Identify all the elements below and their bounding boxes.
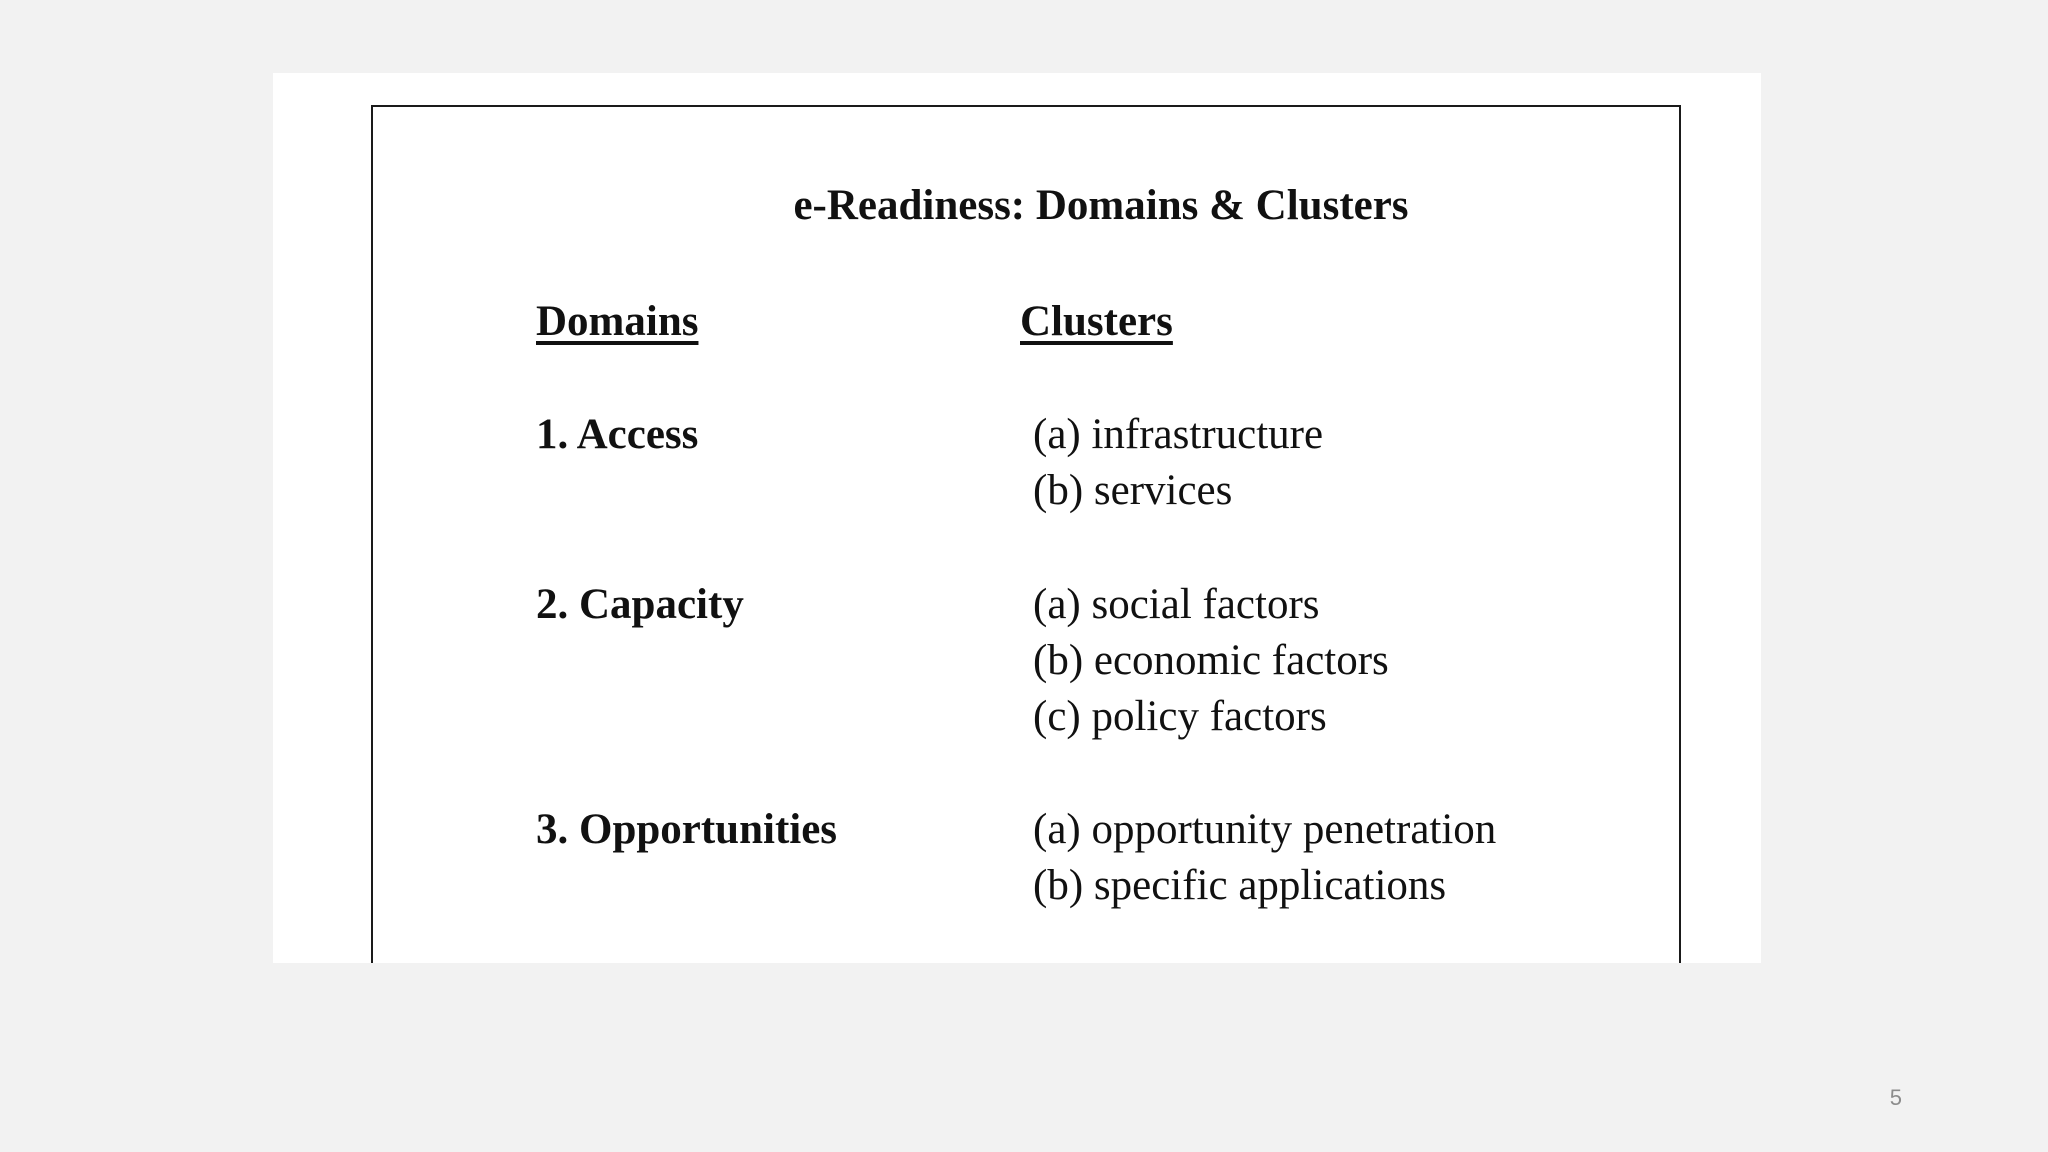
clusters-header: Clusters <box>1020 298 1173 345</box>
cluster-item: (b) economic factors <box>1033 637 1389 684</box>
cluster-item: (c) policy factors <box>1033 693 1327 740</box>
domains-header: Domains <box>536 298 699 345</box>
domain-capacity: 2. Capacity <box>536 581 744 628</box>
cluster-item: (a) infrastructure <box>1033 411 1324 458</box>
domain-opportunities: 3. Opportunities <box>536 806 838 853</box>
document-title: e-Readiness: Domains & Clusters <box>793 182 1409 229</box>
cluster-item: (b) specific applications <box>1033 862 1447 909</box>
cluster-item: (a) opportunity penetration <box>1033 806 1497 853</box>
clusters-capacity <box>1033 577 1389 745</box>
slide-number: 5 <box>1889 1085 1902 1110</box>
clusters-opportunities <box>1033 802 1496 914</box>
clusters-access <box>1033 407 1323 519</box>
domain-access: 1. Access <box>536 411 699 458</box>
slide-image <box>273 73 1761 963</box>
cluster-item: (b) services <box>1033 467 1233 514</box>
cluster-item: (a) social factors <box>1033 581 1320 628</box>
document-frame <box>371 105 1681 963</box>
